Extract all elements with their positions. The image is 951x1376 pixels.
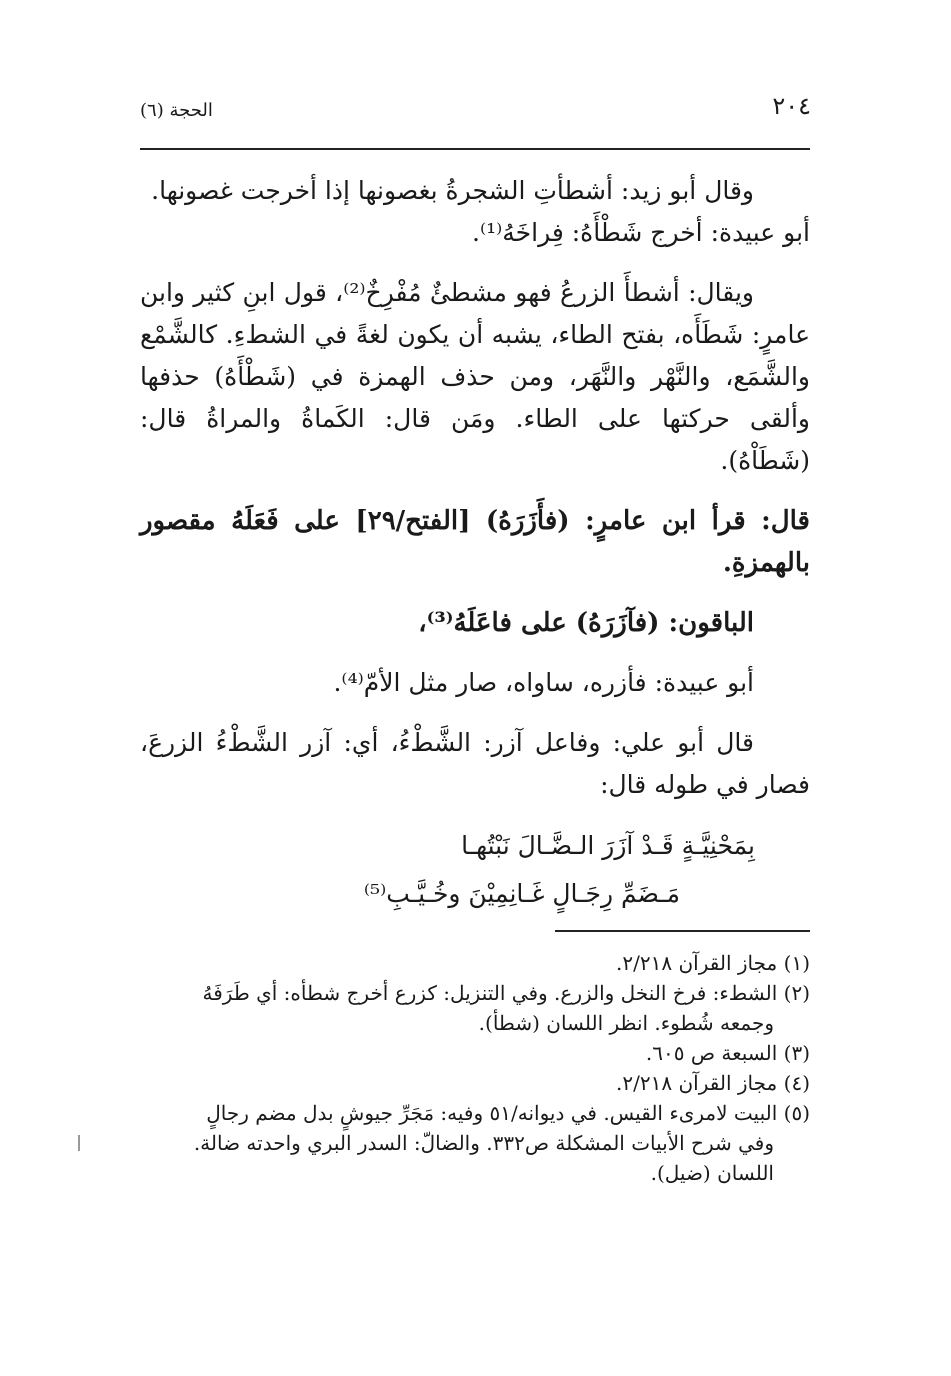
footnote bbox=[140, 1098, 810, 1188]
footnote-number: (٤) bbox=[783, 1071, 810, 1095]
footnote-rule bbox=[555, 930, 810, 932]
page-number: ٢٠٤ bbox=[772, 92, 811, 120]
footnote bbox=[140, 978, 810, 1038]
footnote bbox=[140, 948, 810, 978]
footnote-continuation: وفي شرح الأبيات المشكلة ص٣٣٢. والضالّ: السدر البري واحدته ضالة. اللسان (ضيل). bbox=[193, 1131, 774, 1185]
footnote-text: مجاز القرآن ٢/٢١٨. bbox=[616, 1071, 778, 1095]
footnote-text: مجاز القرآن ٢/٢١٨. bbox=[616, 951, 778, 975]
paragraph: أبو عبيدة: فأزره، ساواه، صار مثل الأمّ⁽⁴⁾. bbox=[333, 668, 754, 697]
footnote bbox=[140, 1038, 810, 1068]
paragraph: وقال أبو زيد: أشطأتِ الشجرةُ بغصونها إذا أخرجت غصونها. bbox=[151, 176, 754, 205]
header-rule bbox=[140, 148, 810, 150]
running-title: الحجة (٦) bbox=[140, 100, 213, 121]
paragraph: ويقال: أشطأَ الزرعُ فهو مشطئٌ مُفْرِخٌ⁽²⁾، قول ابنِ كثير وابن عامرٍ: شَطَأَه، بفتح الطاء، يشبه أن يكون لغةً في الشطءِ. كالشَّمْع والشَّمَع، والنَّهْر والنَّهَر، ومن حذف الهمزة في (شَطْأَهُ) حذفها وألقى حركتها على الطاء. ومَن قال: الكَماةُ والمراةُ قال: (شَطَاْهُ). bbox=[140, 278, 810, 475]
footnote-continuation: وجمعه شُطوء. انظر اللسان (شطأ). bbox=[478, 1011, 774, 1035]
footnote-number: (٥) bbox=[783, 1101, 810, 1125]
footnote-number: (٣) bbox=[783, 1041, 810, 1065]
footnote-text: البيت لامرىء القيس. في ديوانه/٥١ وفيه: مَجَرِّ جيوشٍ بدل مضم رجالٍ bbox=[206, 1101, 778, 1125]
paragraph-bold: قال: قرأ ابن عامرٍ: (فأَزَرَهُ) [الفتح/٢٩] على فَعَلَهُ مقصور بالهمزةِ. bbox=[140, 506, 810, 578]
paragraph-bold: الباقون: (فآزَرَهُ) على فاعَلَهُ⁽³⁾، bbox=[418, 608, 754, 638]
footnote bbox=[140, 1068, 810, 1098]
poem-verse bbox=[140, 822, 810, 918]
footnotes bbox=[140, 948, 810, 1188]
paragraph: أبو عبيدة: أخرج شَطْأَهُ: فِراخَهُ⁽¹⁾. bbox=[472, 218, 810, 247]
main-text bbox=[140, 170, 810, 918]
footnote-text: السبعة ص ٦٠٥. bbox=[645, 1041, 778, 1065]
scan-edge-mark bbox=[78, 1135, 80, 1151]
footnote-text: الشطء: فرخ النخل والزرع. وفي التنزيل: كزرع أخرج شطأه: أي طَرَفَهُ bbox=[202, 981, 778, 1005]
poem-line-2: مَـضَمِّ رِجَـالٍ غَـانِمِيْنَ وخُـيَّـبِ⁽⁵⁾ bbox=[363, 879, 680, 908]
poem-line-1: بِمَحْنِيَّـةٍ قَـدْ آزَرَ الـضَّـالَ نَبْتُهـا bbox=[461, 831, 755, 860]
paragraph: قال أبو علي: وفاعل آزر: الشَّطْءُ، أي: آزر الشَّطْءُ الزرعَ، فصار في طوله قال: bbox=[140, 728, 810, 799]
footnote-number: (٢) bbox=[783, 981, 810, 1005]
footnote-number: (١) bbox=[783, 951, 810, 975]
